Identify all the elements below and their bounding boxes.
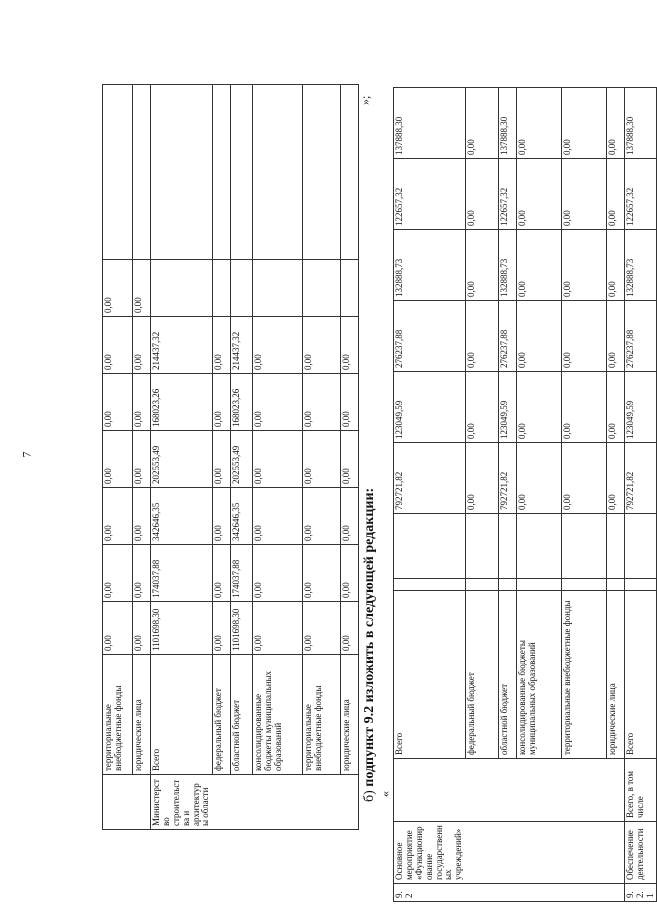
funding-source-cell: Всего (151, 655, 213, 775)
value-cell: 0,00 (103, 431, 133, 488)
value-cell: 0,00 (212, 488, 230, 545)
value-cell: 0,00 (133, 545, 151, 602)
funding-source-cell: консолидированные бюджеты муниципальных образований (516, 591, 561, 759)
funding-source-cell: территориальные внебюджетные фонды (103, 655, 133, 775)
value-cell: 0,00 (212, 602, 230, 655)
funding-source-cell: областной бюджет (230, 655, 252, 775)
value-cell: 174037,88 (230, 545, 252, 602)
value-cell: 123049,59 (394, 372, 466, 443)
table-row (561, 88, 606, 902)
table-row (394, 88, 466, 902)
value-cell: 0,00 (252, 431, 302, 488)
value-cell (340, 260, 358, 317)
empty-cell (252, 85, 302, 260)
value-cell: 0,00 (340, 431, 358, 488)
funding-source-cell: консолидированные бюджеты муниципальных образований (252, 655, 302, 775)
value-cell (252, 260, 302, 317)
value-cell: 132888,73 (394, 230, 466, 301)
empty-cell (561, 579, 606, 591)
table-row (498, 88, 516, 902)
funding-source-cell: федеральный бюджет (465, 591, 498, 759)
table-row (606, 88, 624, 902)
empty-cell (516, 514, 561, 579)
value-cell: 0,00 (465, 88, 498, 159)
name-cell (606, 822, 624, 884)
value-cell: 0,00 (465, 301, 498, 372)
value-cell: 0,00 (465, 443, 498, 514)
heading-label: б) (362, 790, 377, 802)
empty-cell (133, 85, 151, 260)
funding-source-cell: областной бюджет (498, 591, 516, 759)
heading-text: подпункт 9.2 изложить в следующей редакции: (362, 487, 377, 787)
exec-cell (394, 759, 466, 822)
value-cell: 0,00 (103, 374, 133, 431)
table-row (133, 85, 151, 830)
value-cell: 0,00 (302, 317, 340, 374)
value-cell: 0,00 (561, 443, 606, 514)
close-quote: »; (358, 95, 372, 105)
table-row (103, 85, 133, 830)
value-cell: 0,00 (340, 374, 358, 431)
value-cell: 0,00 (516, 159, 561, 230)
value-cell: 0,00 (606, 301, 624, 372)
value-cell: 174037,88 (151, 545, 213, 602)
num-cell (606, 884, 624, 902)
empty-cell (606, 579, 624, 591)
value-cell: 122657,32 (498, 159, 516, 230)
value-cell: 0,00 (340, 602, 358, 655)
value-cell: 168023,26 (151, 374, 213, 431)
value-cell: 0,00 (516, 88, 561, 159)
value-cell: 342646,35 (230, 488, 252, 545)
table-row (516, 88, 561, 902)
value-cell: 137888,30 (498, 88, 516, 159)
value-cell: 123049,59 (624, 372, 657, 443)
open-quote: « (378, 791, 392, 797)
num-cell (465, 884, 498, 902)
value-cell: 0,00 (133, 431, 151, 488)
num-cell (516, 884, 561, 902)
value-cell: 0,00 (302, 602, 340, 655)
empty-cell (230, 85, 252, 260)
value-cell: 0,00 (516, 230, 561, 301)
value-cell: 0,00 (340, 317, 358, 374)
funding-source-cell: территориальные внебюджетные фонды (302, 655, 340, 775)
amendment-heading (362, 488, 378, 802)
value-cell: 276237,88 (394, 301, 466, 372)
exec-cell (498, 759, 516, 822)
table-row (302, 85, 340, 830)
value-cell: 0,00 (561, 159, 606, 230)
value-cell: 0,00 (340, 488, 358, 545)
empty-cell (340, 85, 358, 260)
value-cell: 0,00 (606, 230, 624, 301)
num-cell (561, 884, 606, 902)
value-cell: 0,00 (133, 317, 151, 374)
exec-cell (561, 759, 606, 822)
value-cell: 0,00 (465, 159, 498, 230)
value-cell: 0,00 (340, 545, 358, 602)
value-cell: 0,00 (252, 545, 302, 602)
value-cell: 0,00 (302, 488, 340, 545)
empty-cell (394, 514, 466, 579)
value-cell: 0,00 (103, 488, 133, 545)
funding-source-cell: территориальные внебюджетные фонды (561, 591, 606, 759)
empty-cell (212, 85, 230, 260)
value-cell: 214437,32 (151, 317, 213, 374)
value-cell: 214437,32 (230, 317, 252, 374)
executor-cell (340, 775, 358, 830)
value-cell (230, 260, 252, 317)
name-cell: Основное мероприятие «Функционирование государственных учреждений» (394, 822, 466, 884)
executor-cell (103, 775, 133, 830)
empty-cell (465, 579, 498, 591)
value-cell: 0,00 (103, 545, 133, 602)
value-cell: 0,00 (133, 602, 151, 655)
table-row (252, 85, 302, 830)
value-cell: 0,00 (516, 301, 561, 372)
num-cell (498, 884, 516, 902)
funding-source-cell: юридические лица (340, 655, 358, 775)
budget-table-section-9-2 (393, 87, 657, 902)
value-cell: 0,00 (561, 88, 606, 159)
exec-cell (465, 759, 498, 822)
value-cell: 0,00 (516, 443, 561, 514)
empty-cell (624, 514, 657, 579)
empty-cell (151, 85, 213, 260)
value-cell: 0,00 (252, 602, 302, 655)
empty-cell (103, 85, 133, 260)
empty-cell (394, 579, 466, 591)
value-cell (302, 260, 340, 317)
value-cell: 122657,32 (394, 159, 466, 230)
value-cell: 0,00 (561, 230, 606, 301)
value-cell: 132888,73 (498, 230, 516, 301)
value-cell: 0,00 (103, 602, 133, 655)
value-cell: 0,00 (302, 431, 340, 488)
funding-source-cell: юридические лица (133, 655, 151, 775)
value-cell: 137888,30 (394, 88, 466, 159)
value-cell (151, 260, 213, 317)
value-cell: 0,00 (212, 374, 230, 431)
value-cell: 0,00 (133, 374, 151, 431)
name-cell (465, 822, 498, 884)
empty-cell (516, 579, 561, 591)
value-cell: 0,00 (212, 317, 230, 374)
value-cell: 202553,49 (230, 431, 252, 488)
value-cell: 0,00 (302, 545, 340, 602)
value-cell: 0,00 (465, 230, 498, 301)
value-cell: 123049,59 (498, 372, 516, 443)
value-cell: 0,00 (212, 431, 230, 488)
page-number: 7 (19, 451, 34, 458)
value-cell: 0,00 (252, 488, 302, 545)
empty-cell (606, 514, 624, 579)
name-cell (516, 822, 561, 884)
value-cell: 1101698,30 (230, 602, 252, 655)
empty-cell (302, 85, 340, 260)
table-row (340, 85, 358, 830)
value-cell: 0,00 (252, 374, 302, 431)
table-row (212, 85, 230, 830)
value-cell: 137888,30 (624, 88, 657, 159)
value-cell: 276237,88 (624, 301, 657, 372)
value-cell: 0,00 (561, 301, 606, 372)
value-cell: 0,00 (465, 372, 498, 443)
funding-source-cell: юридические лица (606, 591, 624, 759)
table-row (151, 85, 213, 830)
executor-cell (212, 775, 230, 830)
exec-cell: Всего, в том числе (624, 759, 657, 822)
value-cell: 0,00 (103, 260, 133, 317)
table-row (230, 85, 252, 830)
value-cell: 0,00 (133, 260, 151, 317)
value-cell: 342646,35 (151, 488, 213, 545)
value-cell: 276237,88 (498, 301, 516, 372)
executor-cell: Министерство строительства и архитектуры области (151, 775, 213, 830)
value-cell: 168023,26 (230, 374, 252, 431)
executor-cell (133, 775, 151, 830)
empty-cell (498, 514, 516, 579)
value-cell: 0,00 (252, 317, 302, 374)
empty-cell (561, 514, 606, 579)
executor-cell (252, 775, 302, 830)
value-cell: 0,00 (606, 88, 624, 159)
value-cell: 0,00 (212, 545, 230, 602)
executor-cell (230, 775, 252, 830)
value-cell: 0,00 (302, 374, 340, 431)
name-cell: Обеспечение деятельности (624, 822, 657, 884)
value-cell: 0,00 (561, 372, 606, 443)
empty-cell (465, 514, 498, 579)
value-cell: 792721,82 (394, 443, 466, 514)
value-cell: 0,00 (606, 372, 624, 443)
value-cell (212, 260, 230, 317)
value-cell: 0,00 (606, 159, 624, 230)
value-cell: 202553,49 (151, 431, 213, 488)
name-cell (561, 822, 606, 884)
value-cell: 1101698,30 (151, 602, 213, 655)
name-cell (498, 822, 516, 884)
table-row (624, 88, 657, 902)
budget-table-continued (102, 84, 359, 830)
value-cell: 0,00 (606, 443, 624, 514)
value-cell: 792721,82 (624, 443, 657, 514)
value-cell: 0,00 (133, 488, 151, 545)
empty-cell (624, 579, 657, 591)
exec-cell (606, 759, 624, 822)
table-row (465, 88, 498, 902)
value-cell: 132888,73 (624, 230, 657, 301)
num-cell: 9.2.1 (624, 884, 657, 902)
value-cell: 792721,82 (498, 443, 516, 514)
funding-source-cell: Всего (394, 591, 466, 759)
executor-cell (302, 775, 340, 830)
funding-source-cell: Всего (624, 591, 657, 759)
value-cell: 122657,32 (624, 159, 657, 230)
exec-cell (516, 759, 561, 822)
num-cell: 9.2 (394, 884, 466, 902)
value-cell: 0,00 (103, 317, 133, 374)
value-cell: 0,00 (516, 372, 561, 443)
empty-cell (498, 579, 516, 591)
funding-source-cell: федеральный бюджет (212, 655, 230, 775)
